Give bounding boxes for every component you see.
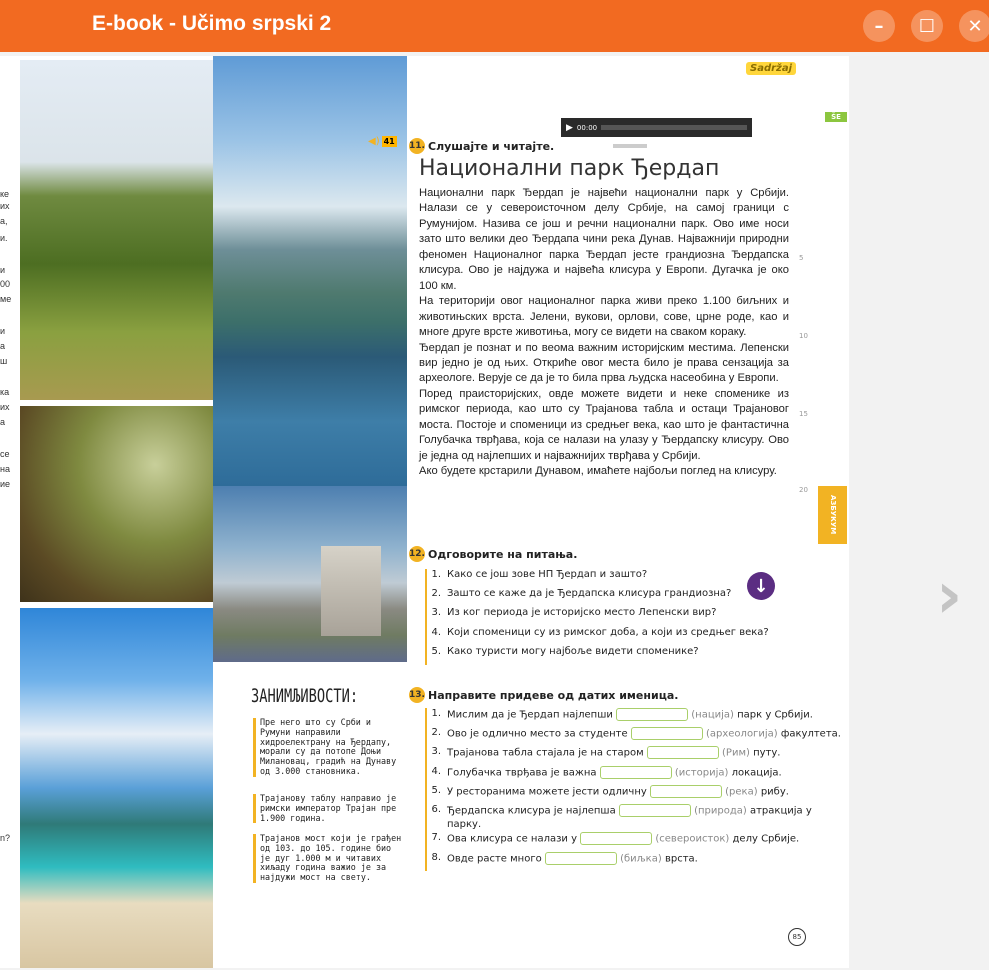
maximize-icon: ☐	[918, 15, 936, 37]
text-fragment: и	[0, 265, 6, 275]
answer-input[interactable]	[616, 708, 688, 721]
question-item	[427, 569, 769, 588]
audio-badge[interactable]	[368, 136, 397, 147]
next-page-button[interactable]	[936, 559, 963, 633]
item-text: Трајанова табла стајала је на старом	[447, 747, 644, 759]
fill-item	[427, 852, 841, 871]
item-number: 1.	[431, 708, 441, 719]
audio-player[interactable]	[561, 118, 752, 137]
question-text: Зашто се каже да је Ђердапска клисура грандиозна?	[447, 588, 732, 600]
close-button[interactable]	[959, 10, 989, 42]
exercise-13-heading	[409, 687, 678, 703]
fill-in-list	[425, 708, 841, 871]
item-number: 7.	[431, 832, 441, 844]
exercise-number: 12.	[409, 546, 425, 562]
item-number: 6.	[431, 803, 441, 815]
text-fragment: а	[0, 417, 6, 427]
contents-link[interactable]: Sadržaj	[746, 62, 796, 75]
exercise-instruction: Одговорите на питања.	[428, 547, 578, 561]
castle-shape	[321, 546, 381, 636]
answer-input[interactable]	[647, 746, 719, 759]
text-fragment: ме	[0, 294, 12, 304]
text-fragment: ие	[0, 479, 11, 489]
question-item	[427, 646, 769, 665]
download-button[interactable]	[747, 572, 775, 600]
item-hint: (река)	[725, 786, 758, 798]
item-text: локација.	[731, 767, 782, 779]
text-fragment: а	[0, 341, 6, 351]
item-text: Ова клисура се налази у	[447, 833, 577, 845]
text-title: Национални парк Ђердап	[419, 156, 720, 181]
text-fragment: их	[0, 201, 10, 211]
item-text: делу Србије.	[732, 833, 800, 845]
item-text: Ђердапска клисура је најлепша	[447, 805, 616, 817]
line-number: 15	[799, 410, 808, 418]
question-number: 5.	[431, 645, 441, 657]
book-viewer	[0, 52, 989, 970]
fill-item	[427, 766, 841, 785]
fill-item	[427, 785, 841, 804]
fortress-photo	[213, 486, 407, 662]
text-fragment: а,	[0, 216, 8, 226]
text-fragment: ш	[0, 356, 8, 366]
exercise-12-heading	[409, 546, 577, 562]
paragraph: Ђердап је познат и по веома важним историјским местима. Лепенски вир једно је од њих. Откриће овог места било је права сензација за археологе. Верује се да је то била прва људска насеобина у Европи.	[419, 341, 789, 385]
question-item	[427, 627, 769, 646]
question-text: Који споменици су из римског доба, а који из средњег века?	[447, 626, 769, 638]
item-text: атракција у парку.	[447, 805, 812, 831]
chevron-right-icon: ›	[936, 559, 963, 633]
beach-photo	[20, 608, 213, 968]
paragraph: Национални парк Ђердап је највећи национални парк у Србији. Налази се у североисточном делу Србије, на самој граници с Румунијом. Назива се још и речни национални парк. Ово име носи зато што велики део Ђердапа чини река Дунав. Најважнији природни феномен Националног парка Ђердап јесте грандиозна Ђердапска клисура. Ово је најдужа и највећа клисура у Европи. Дугачка је око 100 км.	[419, 187, 789, 292]
answer-input[interactable]	[631, 727, 703, 740]
paragraph: На територији овог националног парка живи преко 1.100 биљних и животињских врста. Јелени, вукови, орлови, сове, црне роде, као и многе друге врсте животиња, могу се видети на сваком кораку.	[419, 295, 789, 339]
text-fragment: на	[0, 464, 10, 474]
item-number: 4.	[431, 765, 441, 777]
item-hint: (нација)	[691, 709, 734, 721]
answer-input[interactable]	[600, 766, 672, 779]
minimize-icon: –	[874, 15, 884, 37]
question-number: 1.	[431, 569, 441, 580]
item-text: Мислим да је Ђердап најлепши	[447, 709, 613, 721]
fill-item	[427, 727, 841, 746]
text-fragment: n?	[0, 833, 11, 843]
answer-input[interactable]	[580, 832, 652, 845]
minimize-button[interactable]	[863, 10, 895, 42]
question-text: Како се још зове НП Ђердап и зашто?	[447, 569, 648, 580]
reading-text	[419, 186, 789, 480]
fill-item	[427, 746, 841, 765]
play-time: 00:00	[576, 123, 598, 132]
cyclists-photo	[20, 406, 213, 602]
paragraph: Поред праисторијских, овде можете видети и неке споменике из римског периода, као што су Трајанова табла и остаци Трајановог моста. Постоје и споменици из средњег века, као што је фантастична Голубачка тврђава, која се налази на улазу у Ђердапску клисуру. Ово је једна од најлепших и најважнијих тврђава у Србији.	[419, 387, 789, 462]
answer-input[interactable]	[545, 852, 617, 865]
line-number: 10	[799, 332, 808, 340]
page-number: 85	[788, 928, 806, 946]
down-arrow-icon: ↓	[753, 575, 769, 597]
vineyard-photo	[20, 60, 213, 400]
audio-track-number: 41	[383, 137, 395, 146]
text-fragment: се	[0, 449, 10, 459]
exercise-instruction: Слушајте и читајте.	[428, 139, 555, 153]
text-fragment: и	[0, 326, 6, 336]
item-hint: (биљка)	[620, 853, 662, 865]
title-bar	[0, 0, 989, 52]
item-text: врста.	[664, 853, 698, 865]
fun-fact: Пре него што су Срби и Румуни направили хидроелектрану на Ђердапу, морали су да потопе Доњи Милановац, градић на Дунаву од 3.000 становника.	[253, 718, 403, 777]
audio-progress-track[interactable]	[601, 125, 747, 130]
play-icon[interactable]: ▶	[566, 122, 573, 133]
item-hint: (североисток)	[655, 833, 730, 845]
exercise-number: 11.	[409, 138, 425, 154]
question-number: 2.	[431, 588, 441, 600]
fill-item	[427, 708, 841, 727]
questions-list	[425, 569, 769, 665]
text-fragment: ка	[0, 387, 10, 397]
answer-input[interactable]	[650, 785, 722, 798]
question-text: Из ког периода је историјско место Лепенски вир?	[447, 607, 717, 619]
app-title: E-book - Učimo srpski 2	[92, 12, 332, 35]
item-text: рибу.	[760, 786, 789, 798]
exercise-11-heading	[409, 138, 554, 154]
question-item	[427, 607, 769, 626]
item-hint: (археологија)	[705, 728, 778, 740]
audio-volume-slider[interactable]	[613, 144, 647, 148]
gorge-photo	[213, 56, 407, 486]
item-text: путу.	[753, 747, 781, 759]
item-hint: (историја)	[674, 767, 729, 779]
item-text: Ово је одлично место за студенте	[447, 728, 628, 740]
answer-input[interactable]	[619, 804, 691, 817]
item-hint: (Рим)	[722, 747, 750, 759]
left-page	[0, 56, 213, 968]
fun-facts-title: ЗАНИМЉИВОСТИ:	[251, 685, 359, 707]
exercise-instruction: Направите придеве од датих именица.	[428, 688, 679, 702]
item-number: 5.	[431, 784, 441, 796]
question-number: 3.	[431, 607, 441, 619]
fill-item	[427, 804, 841, 833]
speaker-icon: ◀)	[368, 136, 380, 147]
text-fragment: их	[0, 402, 10, 412]
line-number: 5	[799, 254, 804, 262]
item-number: 3.	[431, 746, 441, 758]
azbukum-tab[interactable]: АЗБУКУМ	[818, 486, 847, 544]
item-text: парк у Србији.	[737, 709, 813, 721]
text-fragment: и.	[0, 233, 8, 243]
item-text: факултета.	[780, 728, 841, 740]
text-fragment: 00	[0, 279, 11, 289]
text-fragment: ке	[0, 189, 10, 199]
fill-item	[427, 832, 841, 851]
question-item	[427, 588, 769, 607]
fun-fact: Трајанову таблу направио је римски император Трајан пре 1.900 година.	[253, 794, 403, 823]
item-number: 8.	[431, 851, 441, 863]
right-page	[213, 56, 849, 968]
exercise-number: 13.	[409, 687, 425, 703]
maximize-button[interactable]	[911, 10, 943, 42]
paragraph: Ако будете крстарили Дунавом, имаћете најбољи поглед на клисуру.	[419, 465, 777, 478]
question-text: Како туристи могу најбоље видети споменике?	[447, 645, 699, 657]
section-tab[interactable]: ŠE	[825, 112, 847, 122]
item-number: 2.	[431, 727, 441, 739]
question-number: 4.	[431, 626, 441, 638]
item-text: У ресторанима можете јести одличну	[447, 786, 647, 798]
close-icon: ✕	[967, 15, 983, 37]
fun-fact: Трајанов мост који је грађен од 103. до 105. године био је дуг 1.000 м и читавих хиљаду година важио је за најдужи мост на свету.	[253, 834, 403, 883]
item-text: Овде расте много	[447, 853, 542, 865]
line-number: 20	[799, 486, 808, 494]
item-text: Голубачка тврђава је важна	[447, 767, 597, 779]
item-hint: (природа)	[694, 805, 747, 817]
